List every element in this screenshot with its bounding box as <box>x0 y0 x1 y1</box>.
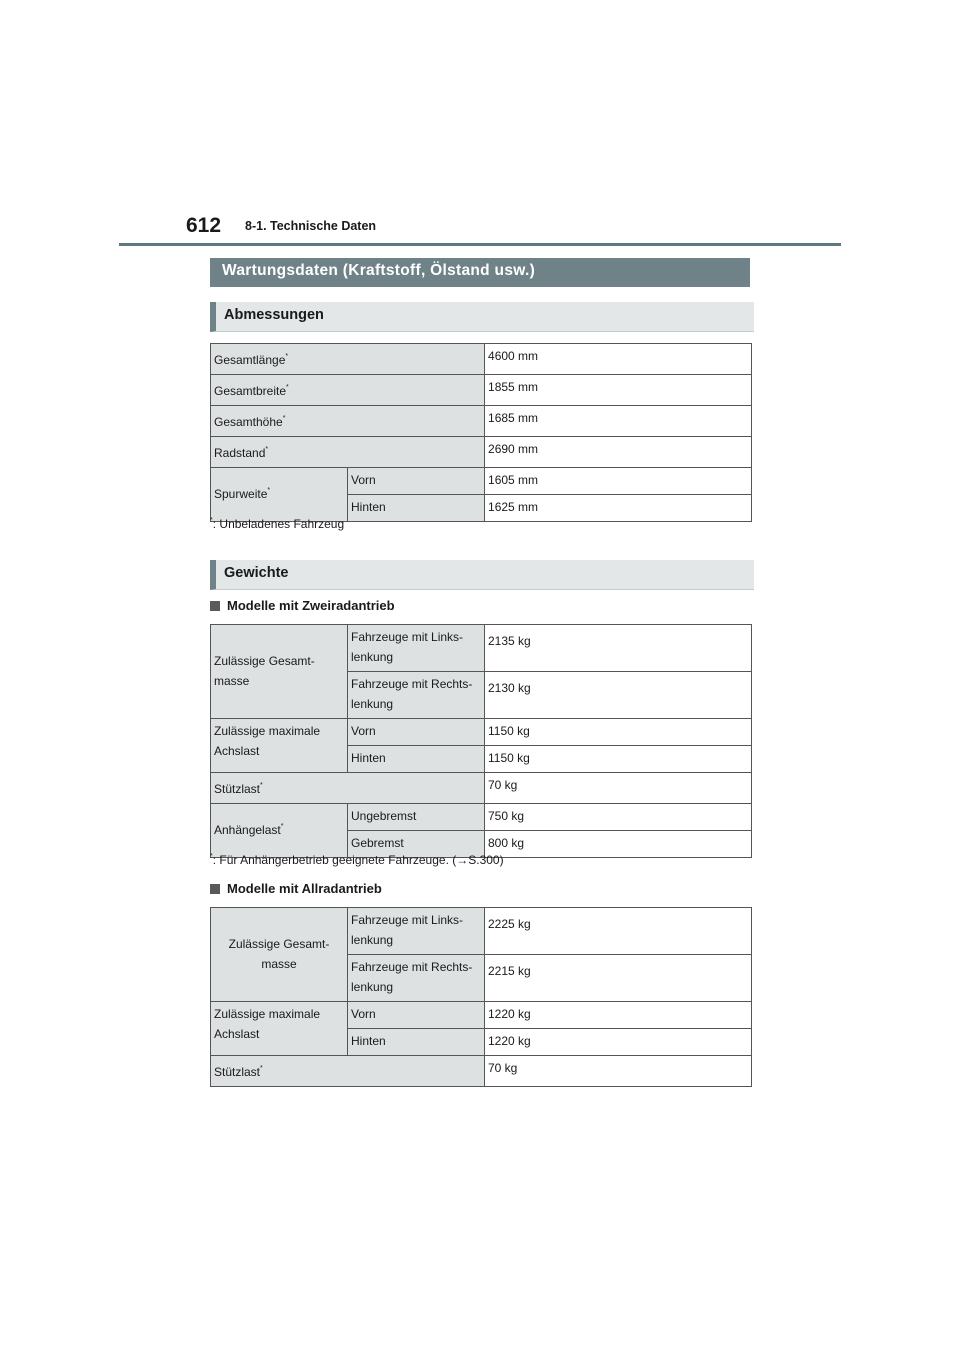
sub-label: Hinten <box>348 495 485 522</box>
row-label: Zulässige Gesamt-masse <box>211 625 348 719</box>
table-row <box>211 908 752 955</box>
sub-label: Fahrzeuge mit Rechts-lenkung <box>348 955 485 1002</box>
row-value: 2215 kg <box>485 955 752 1002</box>
row-label: Gesamthöhe* <box>211 406 485 437</box>
weights-table-2wd <box>210 624 752 858</box>
table-row <box>211 468 752 495</box>
row-value: 800 kg <box>485 831 752 858</box>
table-row <box>211 625 752 672</box>
sub-label: Vorn <box>348 468 485 495</box>
sub-label: Fahrzeuge mit Rechts-lenkung <box>348 672 485 719</box>
section-reference: 8-1. Technische Daten <box>245 219 377 233</box>
subsection-title-allrad: Modelle mit Allradantrieb <box>210 881 382 896</box>
row-value: 1150 kg <box>485 719 752 746</box>
row-value: 1605 mm <box>485 468 752 495</box>
sub-label: Fahrzeuge mit Links-lenkung <box>348 625 485 672</box>
row-value: 2135 kg <box>485 625 752 672</box>
section-heading-gewichte: Gewichte <box>210 560 754 590</box>
dimensions-table <box>210 343 752 522</box>
row-value: 70 kg <box>485 773 752 804</box>
row-value: 1150 kg <box>485 746 752 773</box>
sub-label: Vorn <box>348 719 485 746</box>
weights-table-awd <box>210 907 752 1087</box>
page-title: Wartungsdaten (Kraftstoff, Ölstand usw.) <box>210 258 750 287</box>
row-value: 1685 mm <box>485 406 752 437</box>
row-label: Radstand* <box>211 437 485 468</box>
table-row <box>211 1056 752 1087</box>
sub-label: Gebremst <box>348 831 485 858</box>
table-row <box>211 719 752 746</box>
row-label: Gesamtbreite* <box>211 375 485 406</box>
row-label: Zulässige Gesamt-masse <box>211 908 348 1002</box>
footnote-weights: *: Für Anhängerbetrieb geeignete Fahrzeuge. (→S.300) <box>210 853 504 867</box>
row-value: 1220 kg <box>485 1029 752 1056</box>
sub-label: Vorn <box>348 1002 485 1029</box>
row-value: 2225 kg <box>485 908 752 955</box>
row-value: 70 kg <box>485 1056 752 1087</box>
table-row <box>211 375 752 406</box>
square-bullet-icon <box>210 601 220 611</box>
row-value: 750 kg <box>485 804 752 831</box>
row-value: 4600 mm <box>485 344 752 375</box>
section-heading-abmessungen: Abmessungen <box>210 302 754 332</box>
row-label: Zulässige maximale Achslast <box>211 1002 348 1056</box>
row-label: Spurweite* <box>211 468 348 522</box>
sub-label: Fahrzeuge mit Links-lenkung <box>348 908 485 955</box>
table-row <box>211 1002 752 1029</box>
subsection-title-zweirad: Modelle mit Zweiradantrieb <box>210 598 395 613</box>
table-row <box>211 406 752 437</box>
row-value: 1855 mm <box>485 375 752 406</box>
footnote-dimensions: *: Unbeladenes Fahrzeug <box>210 517 345 531</box>
square-bullet-icon <box>210 884 220 894</box>
sub-label: Hinten <box>348 746 485 773</box>
table-row <box>211 773 752 804</box>
row-value: 2690 mm <box>485 437 752 468</box>
row-label: Gesamtlänge* <box>211 344 485 375</box>
row-value: 2130 kg <box>485 672 752 719</box>
page-number: 612 <box>186 214 222 237</box>
row-label: Stützlast* <box>211 773 485 804</box>
table-row <box>211 344 752 375</box>
sub-label: Ungebremst <box>348 804 485 831</box>
row-value: 1625 mm <box>485 495 752 522</box>
row-label: Stützlast* <box>211 1056 485 1087</box>
row-value: 1220 kg <box>485 1002 752 1029</box>
row-label: Zulässige maximale Achslast <box>211 719 348 773</box>
row-label: Anhängelast* <box>211 804 348 858</box>
table-row <box>211 437 752 468</box>
header-divider <box>119 243 841 246</box>
table-row <box>211 804 752 831</box>
sub-label: Hinten <box>348 1029 485 1056</box>
